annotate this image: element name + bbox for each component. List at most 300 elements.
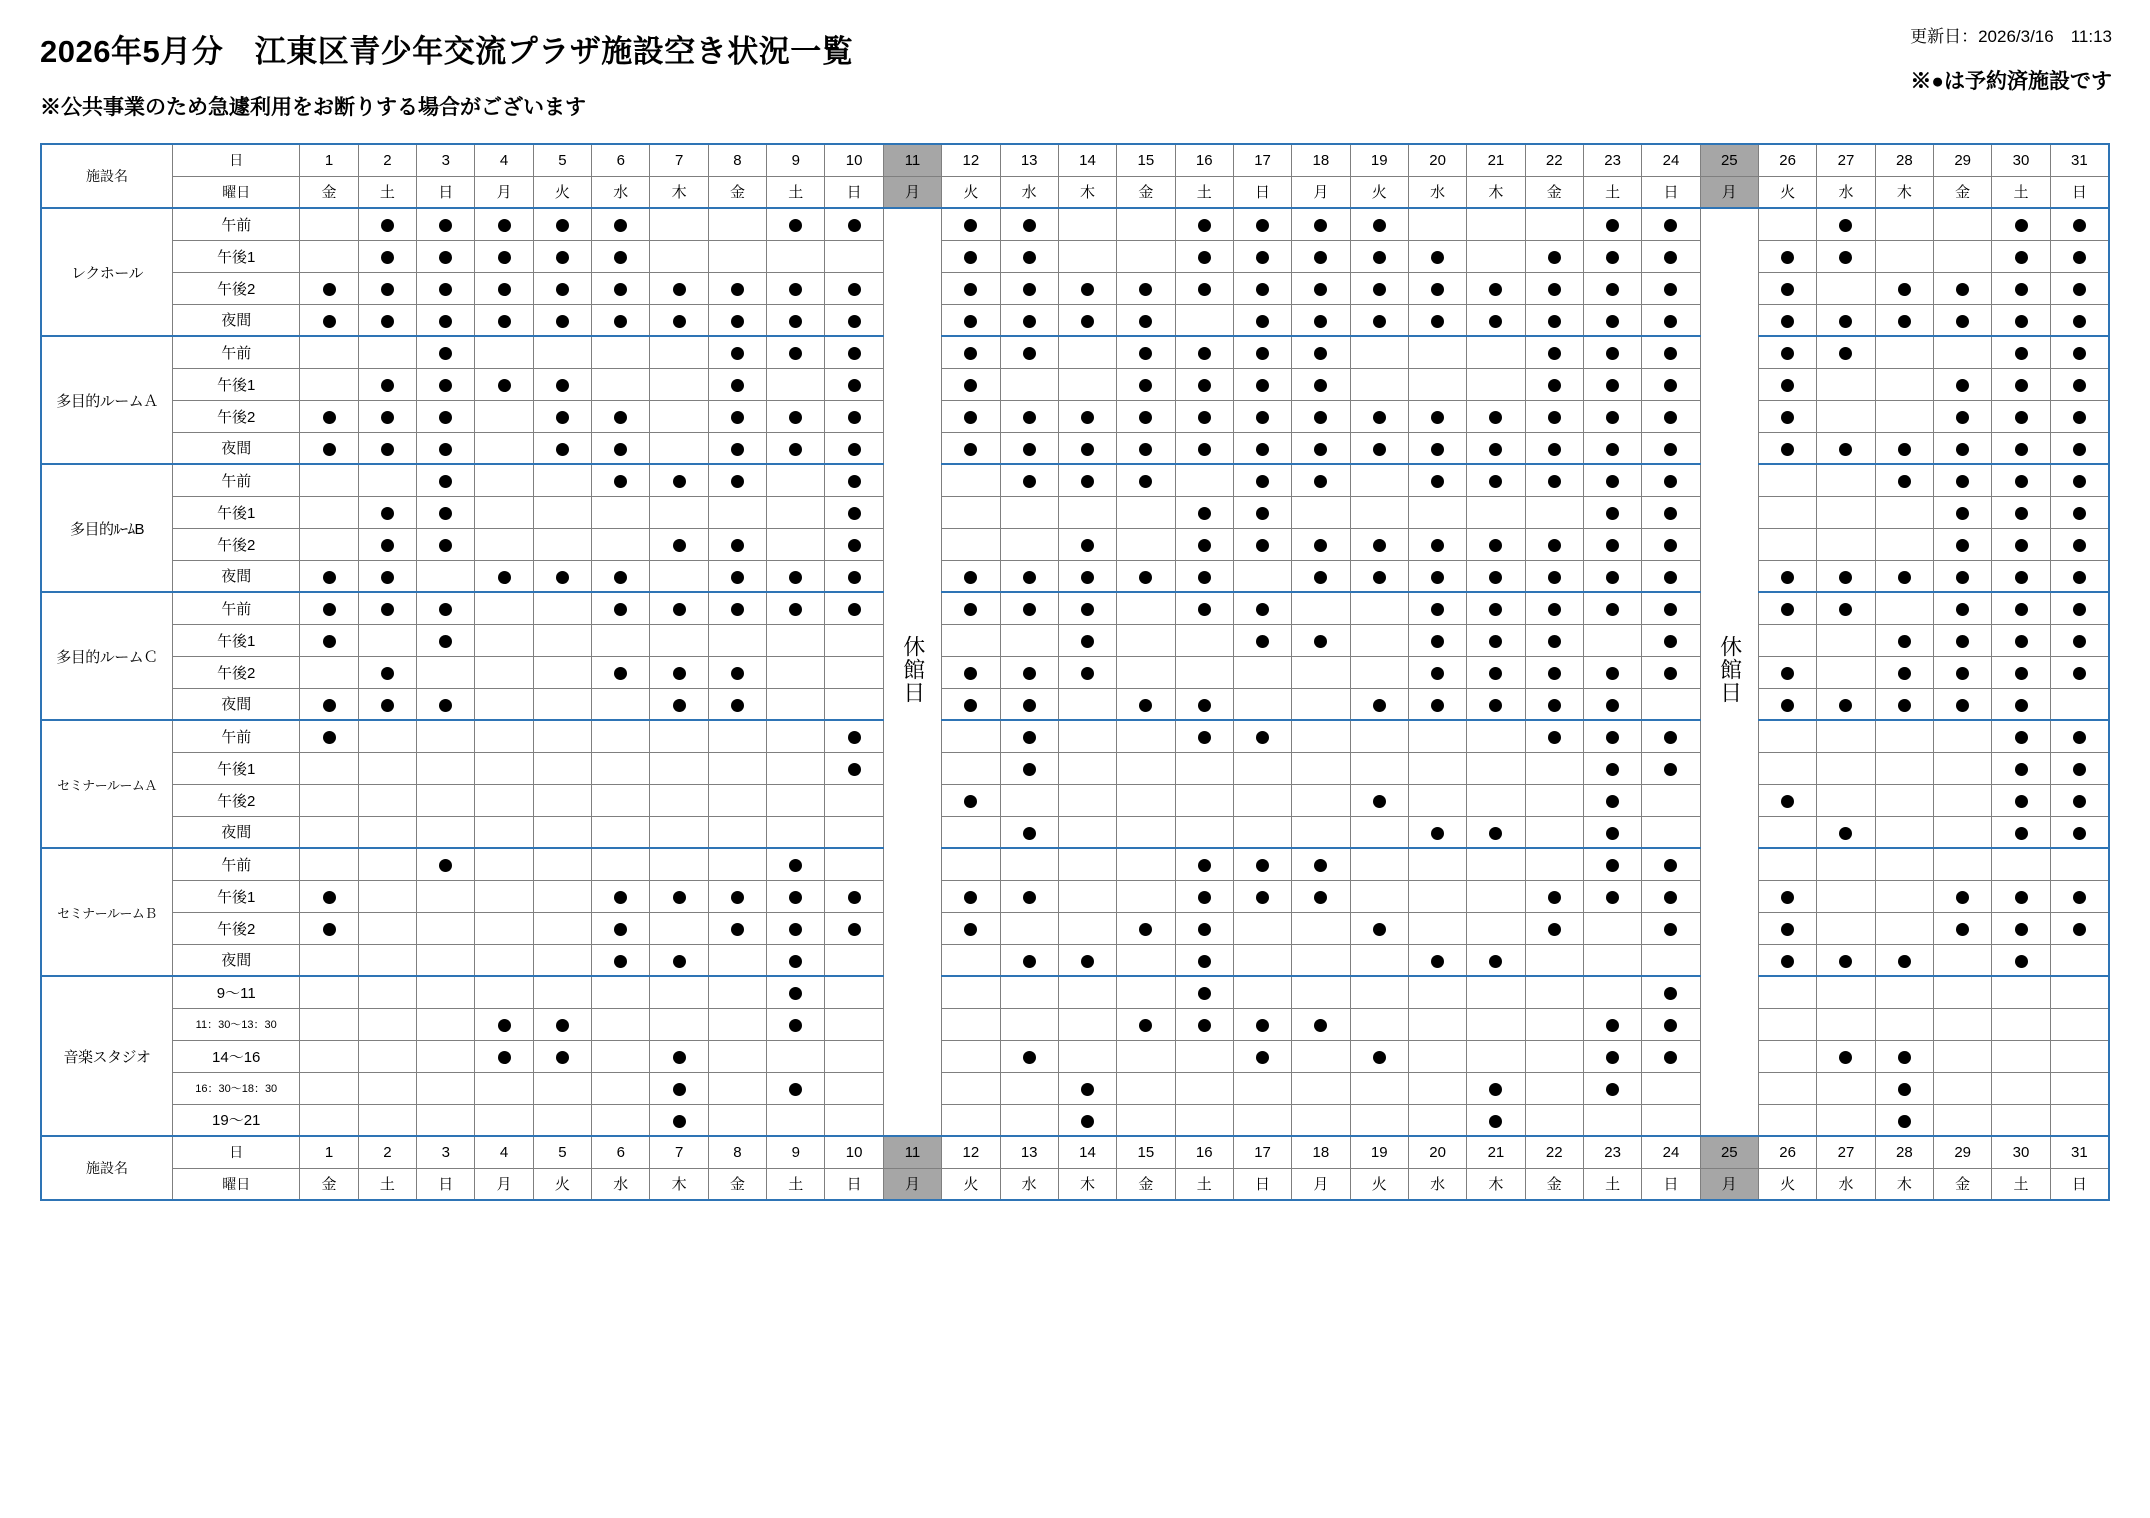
cell-available	[1467, 720, 1525, 752]
cell-available	[1350, 720, 1408, 752]
cell-available	[1992, 976, 2050, 1008]
cell-available	[1642, 1104, 1700, 1136]
cell-available	[1875, 496, 1933, 528]
cell-available	[942, 1072, 1000, 1104]
cell-available	[358, 1072, 416, 1104]
dow-header-31: 日	[2050, 1168, 2109, 1200]
cell-available	[650, 560, 708, 592]
cell-booked	[708, 688, 766, 720]
cell-booked	[1000, 816, 1058, 848]
cell-available	[358, 784, 416, 816]
cell-booked	[475, 304, 533, 336]
dow-header-2: 土	[358, 1168, 416, 1200]
cell-booked	[1642, 272, 1700, 304]
cell-available	[1350, 976, 1408, 1008]
cell-booked	[1233, 208, 1291, 240]
cell-available	[475, 1072, 533, 1104]
cell-available	[1117, 848, 1175, 880]
cell-booked	[650, 1072, 708, 1104]
cell-available	[1642, 816, 1700, 848]
cell-booked	[708, 432, 766, 464]
cell-booked	[1642, 848, 1700, 880]
cell-available	[475, 336, 533, 368]
cell-available	[650, 912, 708, 944]
cell-booked	[650, 688, 708, 720]
cell-booked	[2050, 272, 2109, 304]
cell-available	[942, 848, 1000, 880]
cell-available	[650, 784, 708, 816]
cell-booked	[417, 624, 475, 656]
cell-booked	[767, 848, 825, 880]
cell-available	[592, 816, 650, 848]
day-header-29: 29	[1934, 1136, 1992, 1168]
cell-booked	[417, 464, 475, 496]
cell-booked	[942, 240, 1000, 272]
cell-available	[533, 496, 591, 528]
slot-label: 夜間	[173, 560, 300, 592]
cell-available	[1642, 944, 1700, 976]
cell-available	[767, 1104, 825, 1136]
cell-available	[1934, 240, 1992, 272]
cell-booked	[1117, 304, 1175, 336]
cell-booked	[825, 208, 883, 240]
cell-booked	[475, 368, 533, 400]
day-header-14: 14	[1058, 144, 1116, 176]
cell-available	[533, 624, 591, 656]
cell-booked	[417, 496, 475, 528]
day-header-30: 30	[1992, 144, 2050, 176]
cell-available	[417, 944, 475, 976]
facility-name-7: 音楽スタジオ	[41, 976, 173, 1136]
cell-available	[1875, 720, 1933, 752]
dow-header-31: 日	[2050, 176, 2109, 208]
facility-name-3: 多目的ﾙｰﾑB	[41, 464, 173, 592]
cell-available	[2050, 688, 2109, 720]
cell-available	[708, 1008, 766, 1040]
day-header-5: 5	[533, 144, 591, 176]
cell-available	[1350, 656, 1408, 688]
cell-available	[1467, 1040, 1525, 1072]
cell-available	[825, 1008, 883, 1040]
cell-booked	[533, 432, 591, 464]
cell-available	[533, 720, 591, 752]
cell-available	[1817, 1008, 1875, 1040]
cell-booked	[533, 240, 591, 272]
cell-booked	[300, 400, 358, 432]
cell-available	[1583, 976, 1641, 1008]
dow-header-13: 水	[1000, 1168, 1058, 1200]
cell-available	[1758, 496, 1816, 528]
cell-booked	[1934, 880, 1992, 912]
cell-booked	[825, 400, 883, 432]
cell-available	[650, 848, 708, 880]
cell-available	[1583, 912, 1641, 944]
cell-available	[358, 944, 416, 976]
cell-booked	[1058, 944, 1116, 976]
cell-booked	[1525, 592, 1583, 624]
cell-booked	[1233, 624, 1291, 656]
cell-available	[1758, 976, 1816, 1008]
cell-available	[1875, 912, 1933, 944]
day-header-26: 26	[1758, 144, 1816, 176]
cell-available	[1525, 208, 1583, 240]
cell-available	[592, 368, 650, 400]
cell-booked	[1233, 592, 1291, 624]
dow-header-24: 日	[1642, 176, 1700, 208]
cell-booked	[592, 592, 650, 624]
cell-booked	[1875, 464, 1933, 496]
cell-booked	[1408, 240, 1466, 272]
cell-booked	[1233, 1040, 1291, 1072]
dow-header-1: 金	[300, 176, 358, 208]
cell-available	[1175, 624, 1233, 656]
cell-available	[942, 464, 1000, 496]
cell-booked	[1000, 688, 1058, 720]
cell-available	[1467, 880, 1525, 912]
cell-available	[1934, 976, 1992, 1008]
cell-available	[1525, 1008, 1583, 1040]
cell-available	[1467, 1008, 1525, 1040]
cell-available	[533, 1104, 591, 1136]
cell-booked	[1467, 464, 1525, 496]
cell-booked	[1175, 848, 1233, 880]
cell-booked	[417, 304, 475, 336]
cell-booked	[1175, 368, 1233, 400]
cell-booked	[767, 880, 825, 912]
cell-available	[1117, 720, 1175, 752]
cell-booked	[708, 400, 766, 432]
cell-available	[1000, 528, 1058, 560]
cell-booked	[1992, 208, 2050, 240]
cell-available	[1817, 784, 1875, 816]
cell-booked	[1233, 272, 1291, 304]
cell-available	[650, 208, 708, 240]
cell-booked	[358, 240, 416, 272]
cell-booked	[1000, 656, 1058, 688]
slot-label: 午後1	[173, 240, 300, 272]
cell-booked	[942, 336, 1000, 368]
cell-available	[650, 1008, 708, 1040]
cell-booked	[1233, 400, 1291, 432]
cell-booked	[650, 1104, 708, 1136]
day-header-9: 9	[767, 1136, 825, 1168]
cell-available	[1058, 208, 1116, 240]
day-header-13: 13	[1000, 144, 1058, 176]
cell-booked	[767, 592, 825, 624]
table-row	[41, 976, 2109, 1008]
cell-booked	[1467, 944, 1525, 976]
cell-booked	[417, 528, 475, 560]
cell-booked	[1058, 304, 1116, 336]
cell-available	[533, 848, 591, 880]
day-header-11: 11	[883, 1136, 941, 1168]
cell-available	[1292, 816, 1350, 848]
dow-header-29: 金	[1934, 176, 1992, 208]
cell-available	[825, 848, 883, 880]
cell-available	[1117, 656, 1175, 688]
cell-available	[358, 912, 416, 944]
cell-available	[825, 976, 883, 1008]
dow-header-14: 木	[1058, 176, 1116, 208]
cell-available	[1992, 1104, 2050, 1136]
cell-available	[1875, 848, 1933, 880]
day-header-25: 25	[1700, 1136, 1758, 1168]
cell-booked	[1875, 624, 1933, 656]
dow-header-24: 日	[1642, 1168, 1700, 1200]
cell-booked	[1583, 528, 1641, 560]
cell-booked	[1875, 656, 1933, 688]
cell-available	[767, 496, 825, 528]
cell-available	[1117, 528, 1175, 560]
cell-booked	[417, 688, 475, 720]
dow-header-6: 水	[592, 1168, 650, 1200]
cell-booked	[1758, 880, 1816, 912]
cell-booked	[1992, 720, 2050, 752]
dow-header-6: 水	[592, 176, 650, 208]
dow-header-16: 土	[1175, 1168, 1233, 1200]
cell-available	[1350, 944, 1408, 976]
cell-booked	[1467, 688, 1525, 720]
day-header-3: 3	[417, 144, 475, 176]
day-header-1: 1	[300, 1136, 358, 1168]
cell-booked	[1467, 432, 1525, 464]
cell-available	[417, 1008, 475, 1040]
cell-available	[1817, 720, 1875, 752]
cell-booked	[2050, 208, 2109, 240]
cell-booked	[1525, 656, 1583, 688]
cell-booked	[1525, 464, 1583, 496]
day-header-2: 2	[358, 1136, 416, 1168]
dow-header-19: 火	[1350, 1168, 1408, 1200]
cell-booked	[592, 560, 650, 592]
cell-booked	[767, 336, 825, 368]
cell-available	[475, 752, 533, 784]
cell-booked	[1992, 304, 2050, 336]
cell-booked	[592, 880, 650, 912]
cell-available	[1934, 848, 1992, 880]
table-row	[41, 880, 2109, 912]
dow-header-4: 月	[475, 1168, 533, 1200]
cell-booked	[475, 1040, 533, 1072]
cell-booked	[1467, 304, 1525, 336]
cell-available	[1408, 1072, 1466, 1104]
cell-booked	[300, 304, 358, 336]
cell-booked	[1292, 1008, 1350, 1040]
cell-booked	[1525, 720, 1583, 752]
slot-label: 午後2	[173, 784, 300, 816]
cell-available	[767, 784, 825, 816]
dow-header-15: 金	[1117, 1168, 1175, 1200]
cell-available	[942, 1104, 1000, 1136]
cell-booked	[1583, 784, 1641, 816]
cell-available	[1233, 688, 1291, 720]
day-header-8: 8	[708, 1136, 766, 1168]
cell-booked	[358, 304, 416, 336]
cell-available	[1408, 368, 1466, 400]
cell-booked	[1175, 272, 1233, 304]
day-header-28: 28	[1875, 144, 1933, 176]
cell-available	[1525, 944, 1583, 976]
cell-available	[1058, 240, 1116, 272]
cell-available	[1875, 1008, 1933, 1040]
cell-booked	[1934, 656, 1992, 688]
cell-booked	[767, 1072, 825, 1104]
cell-booked	[1233, 528, 1291, 560]
cell-available	[533, 336, 591, 368]
cell-available	[825, 944, 883, 976]
cell-booked	[825, 368, 883, 400]
dow-header-18: 月	[1292, 176, 1350, 208]
cell-available	[942, 976, 1000, 1008]
cell-available	[417, 720, 475, 752]
cell-booked	[1408, 400, 1466, 432]
cell-booked	[1292, 400, 1350, 432]
cell-booked	[1233, 240, 1291, 272]
cell-available	[475, 688, 533, 720]
cell-available	[1175, 1040, 1233, 1072]
facility-name-5: セミナールームＡ	[41, 720, 173, 848]
cell-available	[417, 656, 475, 688]
cell-available	[1875, 816, 1933, 848]
cell-booked	[1117, 336, 1175, 368]
cell-available	[300, 784, 358, 816]
slot-label: 午前	[173, 464, 300, 496]
cell-available	[1292, 720, 1350, 752]
cell-booked	[1292, 368, 1350, 400]
cell-booked	[1525, 624, 1583, 656]
cell-booked	[825, 752, 883, 784]
cell-booked	[1525, 304, 1583, 336]
cell-available	[1934, 1072, 1992, 1104]
cell-booked	[1233, 304, 1291, 336]
cell-available	[708, 976, 766, 1008]
cell-available	[1525, 816, 1583, 848]
table-row	[41, 304, 2109, 336]
cell-available	[1000, 784, 1058, 816]
cell-booked	[708, 368, 766, 400]
cell-available	[650, 336, 708, 368]
cell-booked	[1117, 912, 1175, 944]
cell-booked	[1408, 304, 1466, 336]
slot-label: 9～11	[173, 976, 300, 1008]
cell-available	[1875, 880, 1933, 912]
day-header-29: 29	[1934, 144, 1992, 176]
cell-available	[592, 336, 650, 368]
cell-booked	[1058, 528, 1116, 560]
cell-booked	[1992, 816, 2050, 848]
cell-available	[708, 496, 766, 528]
cell-booked	[1292, 432, 1350, 464]
slot-label: 午後2	[173, 400, 300, 432]
cell-available	[650, 624, 708, 656]
cell-available	[1117, 752, 1175, 784]
cell-booked	[1408, 272, 1466, 304]
cell-available	[417, 976, 475, 1008]
cell-booked	[300, 432, 358, 464]
cell-available	[300, 464, 358, 496]
cell-booked	[2050, 368, 2109, 400]
cell-available	[1875, 368, 1933, 400]
cell-booked	[1583, 688, 1641, 720]
cell-booked	[1000, 240, 1058, 272]
cell-booked	[417, 592, 475, 624]
cell-available	[300, 944, 358, 976]
facility-name-2: 多目的ルームＡ	[41, 336, 173, 464]
cell-booked	[2050, 400, 2109, 432]
cell-booked	[1992, 400, 2050, 432]
cell-booked	[2050, 528, 2109, 560]
cell-available	[1175, 1072, 1233, 1104]
cell-available	[650, 432, 708, 464]
cell-booked	[1758, 432, 1816, 464]
cell-available	[1817, 912, 1875, 944]
cell-available	[825, 816, 883, 848]
cell-available	[1000, 368, 1058, 400]
cell-booked	[1934, 368, 1992, 400]
day-header-7: 7	[650, 1136, 708, 1168]
dow-header-1: 金	[300, 1168, 358, 1200]
day-row-label: 日	[173, 1136, 300, 1168]
cell-available	[1058, 720, 1116, 752]
slot-label: 午前	[173, 208, 300, 240]
cell-booked	[1000, 880, 1058, 912]
cell-available	[1467, 208, 1525, 240]
day-header-21: 21	[1467, 1136, 1525, 1168]
cell-booked	[1058, 592, 1116, 624]
cell-booked	[650, 304, 708, 336]
cell-booked	[1525, 272, 1583, 304]
cell-booked	[1817, 560, 1875, 592]
cell-booked	[767, 560, 825, 592]
cell-available	[1817, 464, 1875, 496]
cell-booked	[592, 208, 650, 240]
cell-booked	[1233, 1008, 1291, 1040]
day-header-21: 21	[1467, 144, 1525, 176]
cell-booked	[1350, 432, 1408, 464]
cell-booked	[2050, 432, 2109, 464]
cell-available	[475, 432, 533, 464]
cell-booked	[1000, 400, 1058, 432]
cell-available	[650, 816, 708, 848]
cell-available	[1934, 752, 1992, 784]
cell-booked	[1817, 1040, 1875, 1072]
cell-booked	[1408, 656, 1466, 688]
cell-booked	[942, 400, 1000, 432]
cell-booked	[1467, 592, 1525, 624]
cell-booked	[1992, 272, 2050, 304]
cell-booked	[533, 1008, 591, 1040]
cell-booked	[1642, 592, 1700, 624]
cell-booked	[1583, 656, 1641, 688]
cell-booked	[1000, 208, 1058, 240]
slot-label: 夜間	[173, 944, 300, 976]
cell-available	[475, 784, 533, 816]
cell-booked	[1758, 912, 1816, 944]
cell-booked	[1875, 1104, 1933, 1136]
cell-available	[1117, 624, 1175, 656]
cell-booked	[650, 528, 708, 560]
dow-header-18: 月	[1292, 1168, 1350, 1200]
cell-booked	[1175, 944, 1233, 976]
cell-available	[1875, 592, 1933, 624]
facility-name-4: 多目的ルームＣ	[41, 592, 173, 720]
day-header-30: 30	[1992, 1136, 2050, 1168]
table-row	[41, 688, 2109, 720]
cell-booked	[1934, 464, 1992, 496]
cell-available	[1117, 496, 1175, 528]
cell-booked	[1934, 272, 1992, 304]
dow-header-3: 日	[417, 176, 475, 208]
